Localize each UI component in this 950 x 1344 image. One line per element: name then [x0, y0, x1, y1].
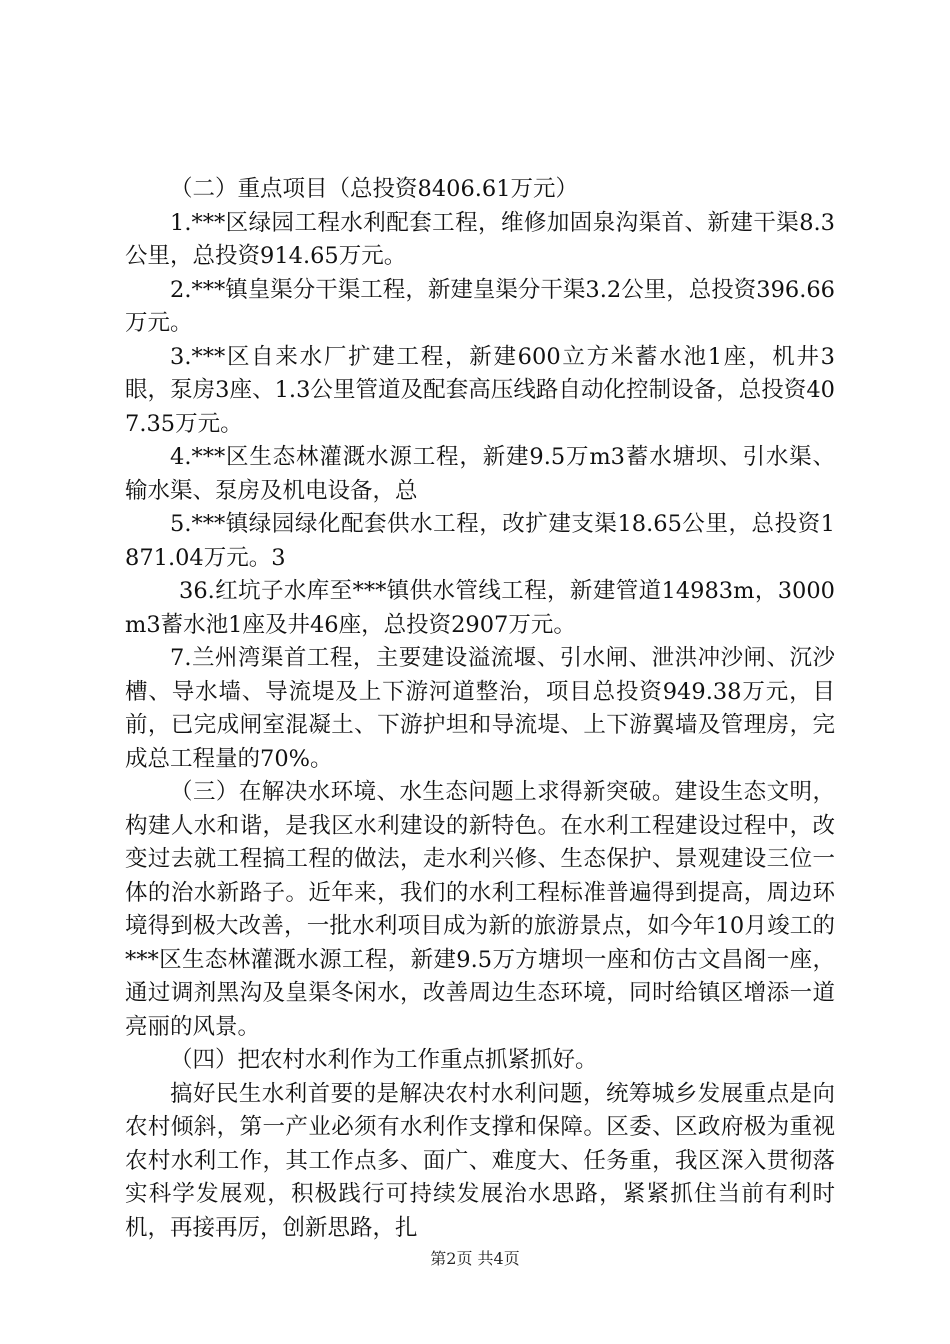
- section-heading-key-projects: （二）重点项目（总投资8406.61万元）: [170, 176, 579, 202]
- page-footer: 第2页 共4页: [430, 1249, 520, 1268]
- document-body: [125, 173, 835, 1245]
- project-item-6: 36.红坑子水库至***镇供水管线工程，新建管道14983m，3000m3蓄水池1座及井46座，总投资2907万元。: [125, 578, 835, 638]
- project-item-2: 2.***镇皇渠分干渠工程，新建皇渠分干渠3.2公里，总投资396.66万元。: [125, 276, 835, 336]
- section-rural-water-body: 搞好民生水利首要的是解决农村水利问题，统筹城乡发展重点是向农村倾斜，第一产业必须有水利作支撑和保障。区委、区政府极为重视农村水利工作，其工作点多、面广、难度大、任务重，我区深入贯彻落实科学发展观，积极践行可持续发展治水思路，紧紧抓住当前有利时机，再接再厉，创新思路，扎: [125, 1080, 835, 1241]
- section-water-environment: （三）在解决水环境、水生态问题上求得新突破。建设生态文明，构建人水和谐，是我区水利建设的新特色。在水利工程建设过程中，改变过去就工程搞工程的做法，走水利兴修、生态保护、景观建设三位一体的治水新路子。近年来，我们的水利工程标准普遍得到提高，周边环境得到极大改善，一批水利项目成为新的旅游景点，如今年10月竣工的***区生态林灌溉水源工程，新建9.5万方塘坝一座和仿古文昌阁一座，通过调剂黑沟及皇渠冬闲水，改善周边生态环境，同时给镇区增添一道亮丽的风景。: [125, 779, 835, 1040]
- project-item-5: 5.***镇绿园绿化配套供水工程，改扩建支渠18.65公里，总投资1871.04万元。3: [125, 511, 835, 571]
- project-item-7: 7.兰州湾渠首工程，主要建设溢流堰、引水闸、泄洪冲沙闸、沉沙槽、导水墙、导流堤及上下游河道整治，项目总投资949.38万元，目前，已完成闸室混凝土、下游护坦和导流堤、上下游翼墙及管理房，完成总工程量的70%。: [125, 645, 835, 772]
- project-item-4: 4.***区生态林灌溉水源工程，新建9.5万m3蓄水塘坝、引水渠、输水渠、泵房及机电设备，总: [125, 444, 835, 504]
- project-item-3: 3.***区自来水厂扩建工程，新建600立方米蓄水池1座，机井3眼，泵房3座、1.3公里管道及配套高压线路自动化控制设备，总投资407.35万元。: [125, 343, 835, 437]
- section-heading-rural-water: （四）把农村水利作为工作重点抓紧抓好。: [170, 1047, 598, 1073]
- project-item-1: 1.***区绿园工程水利配套工程，维修加固泉沟渠首、新建干渠8.3公里，总投资914.65万元。: [125, 209, 835, 269]
